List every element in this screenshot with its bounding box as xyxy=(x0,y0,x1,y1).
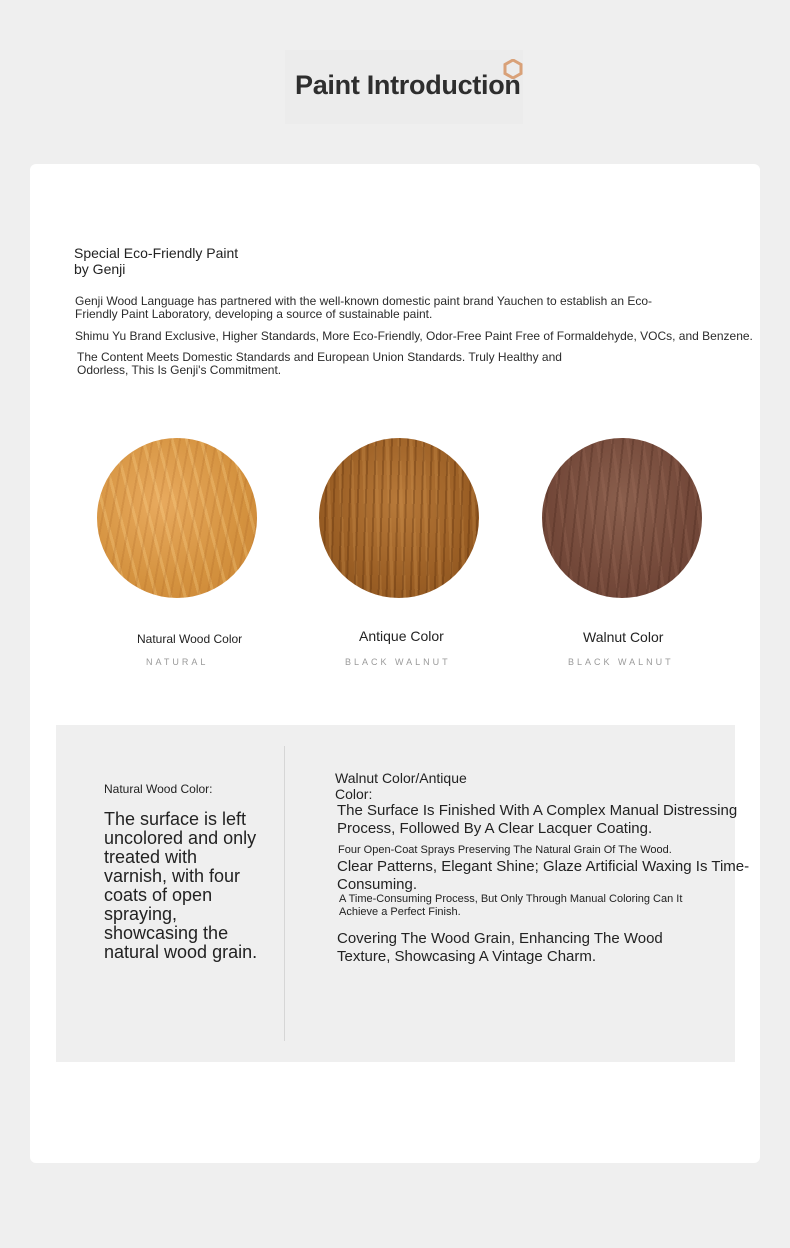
intro-paragraph: The Content Meets Domestic Standards and European Union Standards. Truly Healthy and Odorless, This Is Genji's Commitment. xyxy=(77,350,562,377)
antique-swatch xyxy=(319,438,479,598)
details-divider xyxy=(284,746,285,1041)
natural-details-heading: Natural Wood Color: xyxy=(104,782,213,796)
natural-wood-swatch xyxy=(97,438,257,598)
swatch-sublabel-natural: NATURAL xyxy=(146,657,209,667)
page-title: Paint Introduction xyxy=(295,70,521,100)
intro-paragraph: Shimu Yu Brand Exclusive, Higher Standards, More Eco-Friendly, Odor-Free Paint Free of Formaldehyde, VOCs, and Benzene. xyxy=(75,329,753,343)
walnut-details-line: Clear Patterns, Elegant Shine; Glaze Artificial Waxing Is Time-Consuming. xyxy=(337,858,750,893)
walnut-details-line: The Surface Is Finished With A Complex Manual Distressing Process, Followed By A Clear Lacquer Coating. xyxy=(337,802,738,837)
swatch-sublabel-antique: BLACK WALNUT xyxy=(345,657,451,667)
walnut-swatch xyxy=(542,438,702,598)
swatch-label-natural: Natural Wood Color xyxy=(137,632,243,646)
natural-details-body: The surface is left uncolored and only treated with varnish, with four coats of open spraying, showcasing the natural wood grain. xyxy=(104,809,258,962)
swatch-label-walnut: Walnut Color xyxy=(583,629,664,645)
intro-subtitle: Special Eco-Friendly Paint by Genji xyxy=(74,245,239,277)
walnut-details-line: Four Open-Coat Sprays Preserving The Natural Grain Of The Wood. xyxy=(338,844,672,856)
swatch-label-antique: Antique Color xyxy=(359,628,444,644)
walnut-details-line: Covering The Wood Grain, Enhancing The Wood Texture, Showcasing A Vintage Charm. xyxy=(337,930,663,965)
walnut-details-line: A Time-Consuming Process, But Only Through Manual Coloring Can It Achieve a Perfect Finish. xyxy=(339,893,683,918)
hexagon-icon xyxy=(503,59,523,79)
walnut-details-heading: Walnut Color/Antique Color: xyxy=(335,770,467,802)
intro-paragraph: Genji Wood Language has partnered with the well-known domestic paint brand Yauchen to establish an Eco-Friendly Paint Laboratory, developing a source of sustainable paint. xyxy=(75,294,653,321)
swatch-sublabel-walnut: BLACK WALNUT xyxy=(568,657,674,667)
